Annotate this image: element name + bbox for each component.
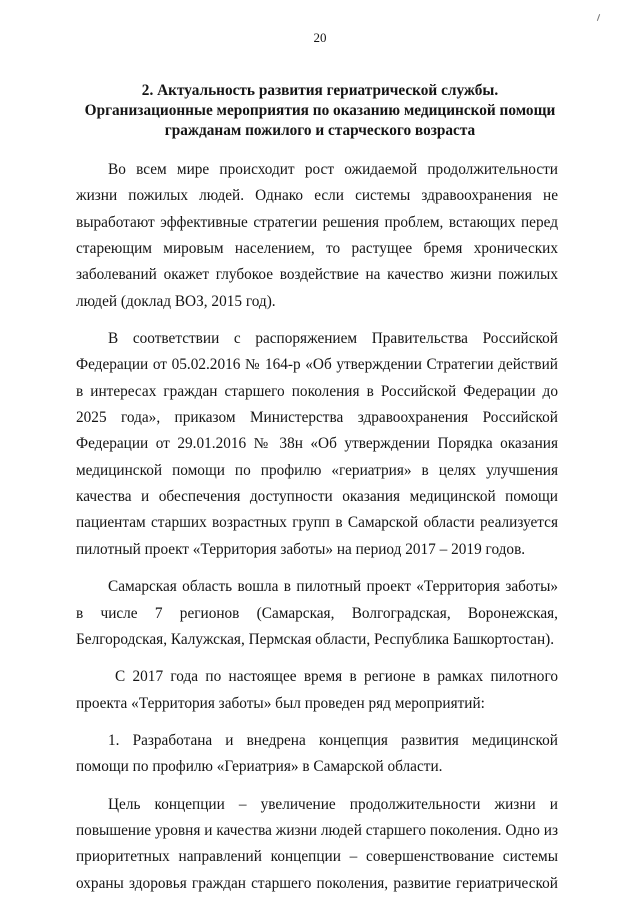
paragraph: Цель концепции – увеличение продолжительности жизни и повышение уровня и качества жизни людей старшего поколения. Одно из приоритетных направлений концепции – совершенствование системы охраны здоровья граждан старшего поколения, развитие гериатрической — [76, 795, 558, 892]
heading-line-2: Организационные мероприятия по оказанию медицинской помощи — [84, 102, 556, 119]
heading-line-3: гражданам пожилого и старческого возраста — [164, 122, 476, 139]
page-number: 20 — [313, 30, 327, 45]
paragraph: В соответствии с распоряжением Правительства Российской Федерации от 05.02.2016 № 164-р «Об утверждении Стратегии действий в интересах граждан старшего поколения в Российской Федерации до 2025 года», приказом Министерства здравоохранения Российской Федерации от 29.01.2016 № 38н «Об утверждении Порядка оказания медицинской помощи по профилю «гериатрия» в целях улучшения качества и обеспечения доступности оказания медицинской помощи пациентам старших возрастных групп в Самарской области реализуется пилотный проект «Территория заботы» на период 2017 – 2019 годов. — [76, 330, 558, 558]
paragraph: С 2017 года по настоящее время в регионе в рамках пилотного проекта «Территория заботы» был проведен ряд мероприятий: — [76, 668, 558, 712]
paragraph: Во всем мире происходит рост ожидаемой продолжительности жизни пожилых людей. Однако если системы здравоохранения не выработают эффективные стратегии решения проблем, встающих перед стареющим мировым населением, то растущее бремя хронических заболеваний окажет глубокое воздействие на качество жизни пожилых людей (доклад ВОЗ, 2015 год). — [76, 161, 558, 310]
scan-mark — [597, 14, 600, 21]
body-text — [76, 157, 558, 897]
section-heading — [60, 81, 580, 141]
paragraph: Самарская область вошла в пилотный проект «Территория заботы» в числе 7 регионов (Самарская, Волгоградская, Воронежская, Белгородская, Калужская, Пермская области, Республика Башкортостан). — [76, 578, 558, 648]
paragraph: 1. Разработана и внедрена концепция развития медицинской помощи по профилю «Гериатрия» в Самарской области. — [76, 731, 558, 776]
heading-line-1: 2. Актуальность развития гериатрической службы. — [141, 82, 499, 99]
